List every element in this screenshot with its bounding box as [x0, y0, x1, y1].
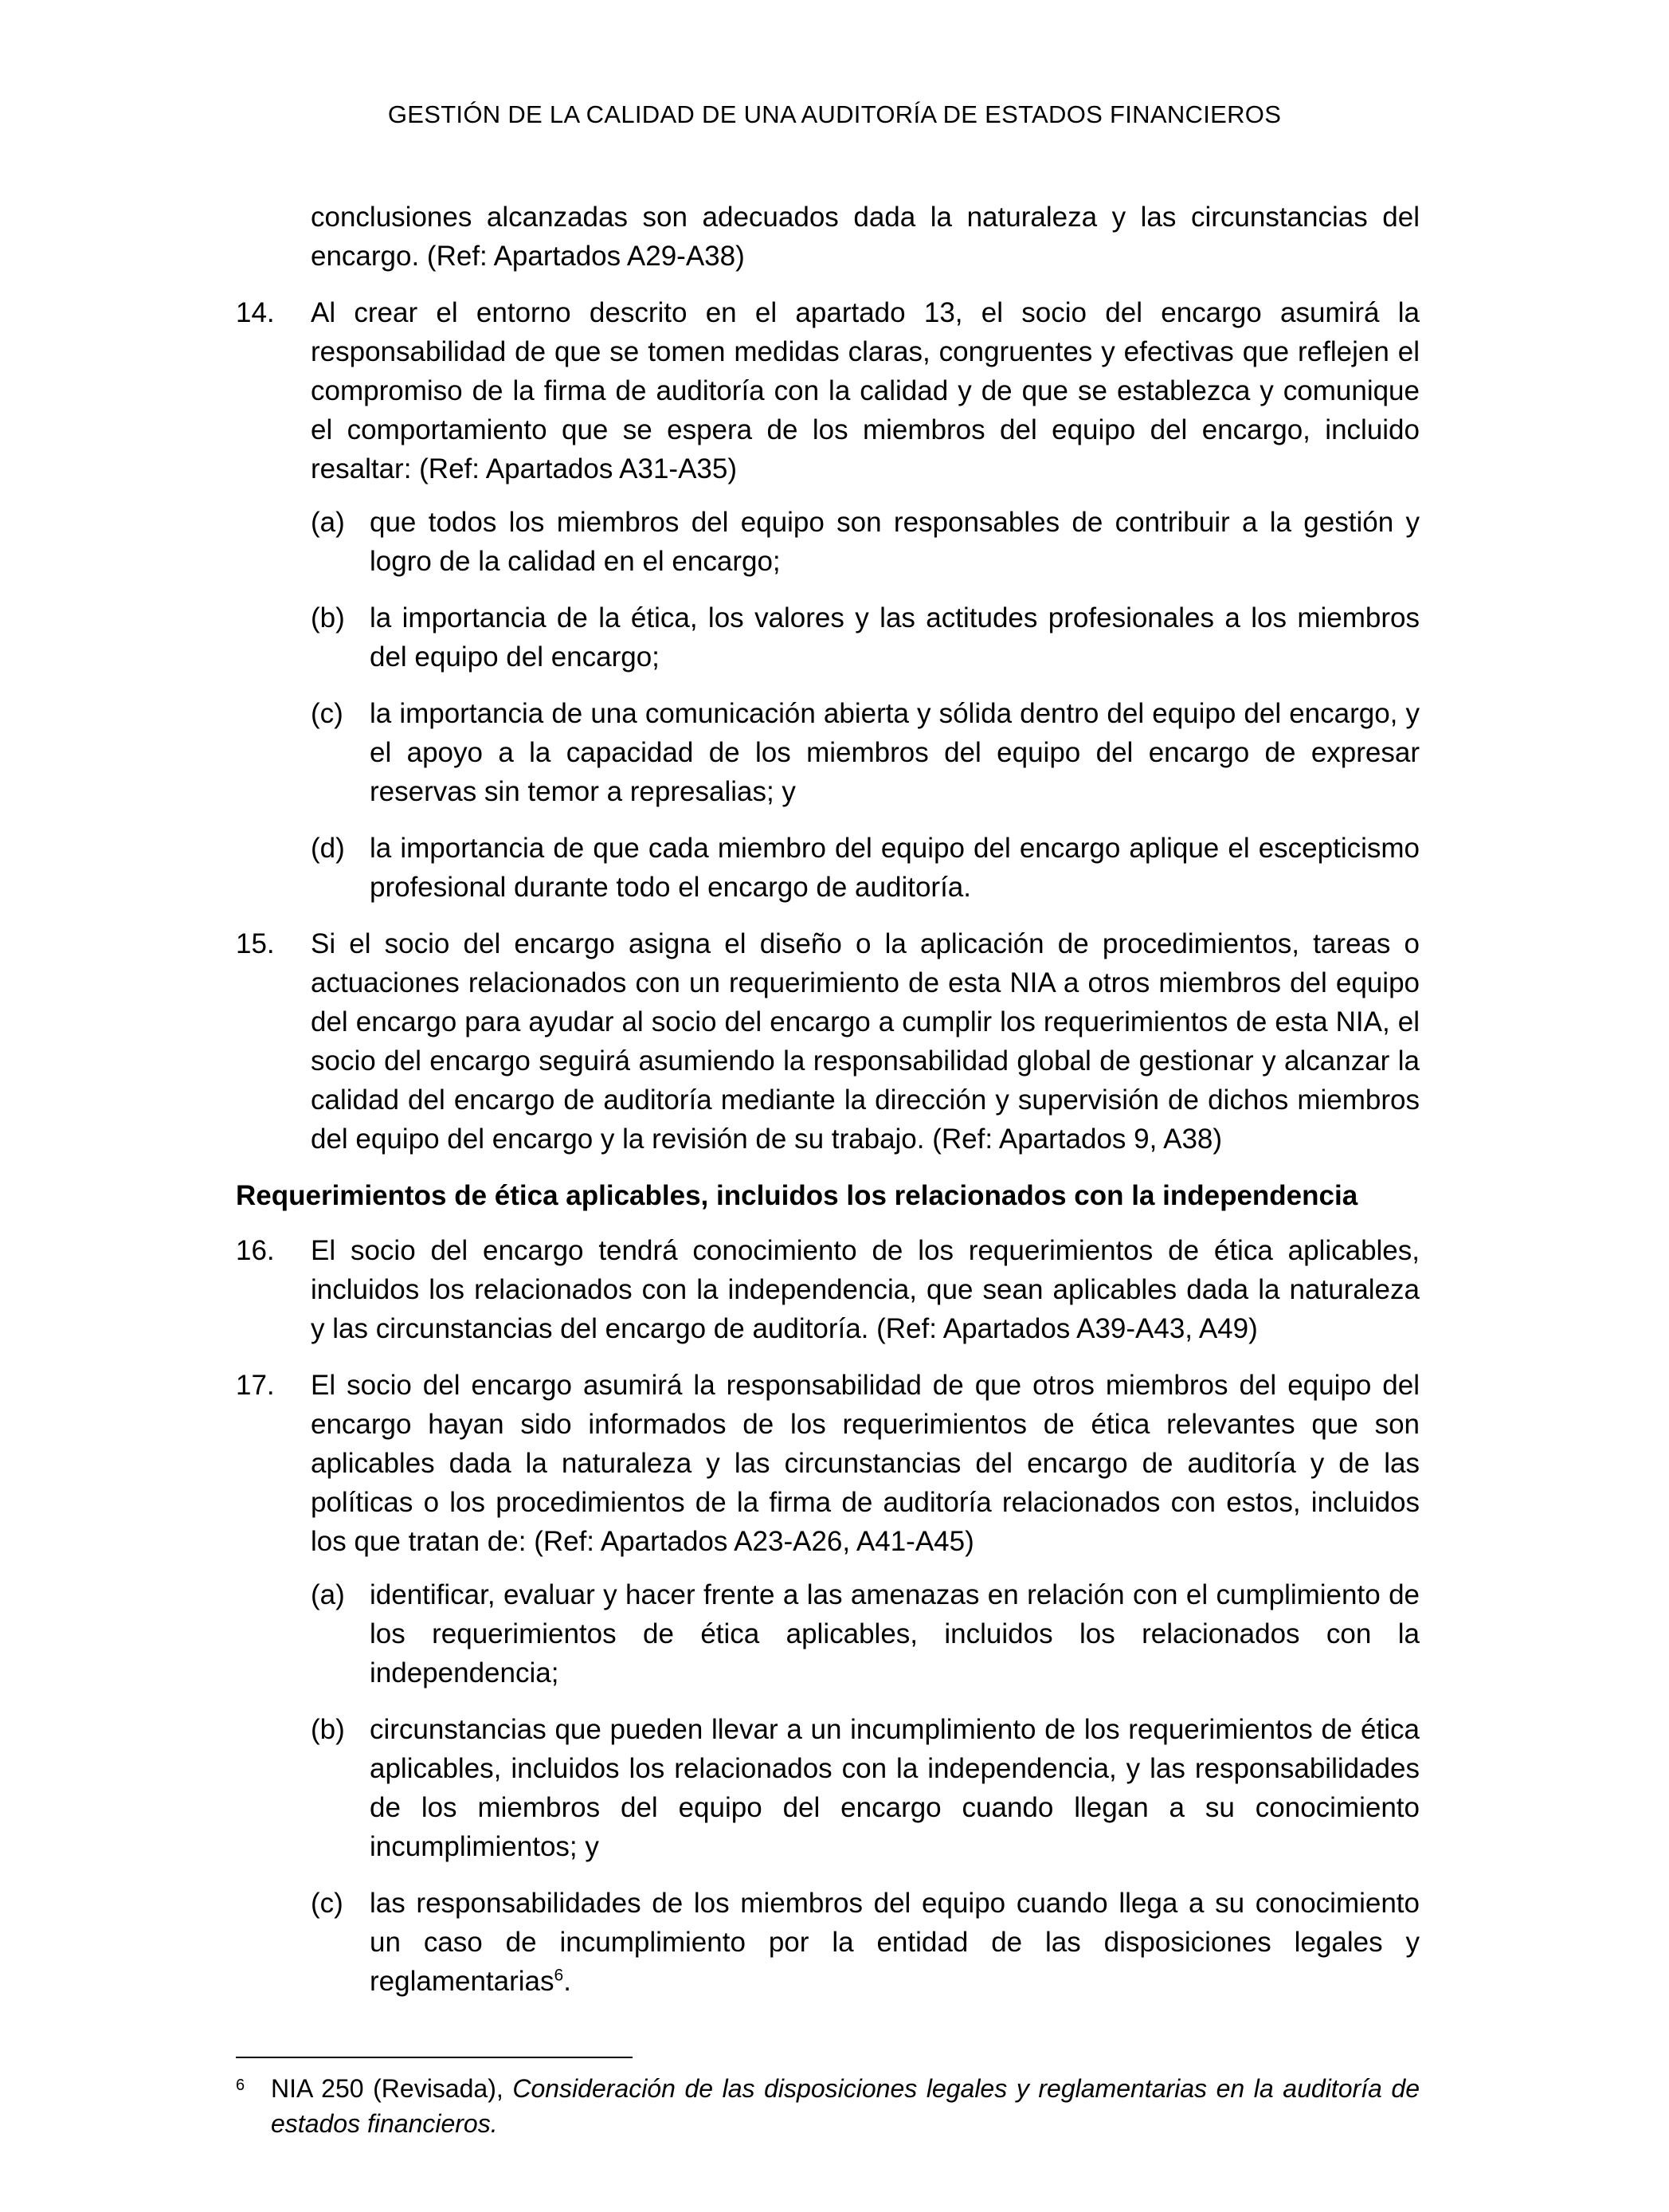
list-item-text: la importancia de que cada miembro del equipo del encargo aplique el escepticismo profesional durante todo el encargo de auditoría. — [370, 833, 1420, 903]
footnote-number: 6 — [236, 2077, 245, 2094]
footnote-separator — [236, 2057, 633, 2058]
paragraph-16 — [236, 1231, 1420, 1348]
section-heading: Requerimientos de ética aplicables, incluidos los relacionados con la independencia — [236, 1180, 1358, 1211]
footnote-reference[interactable]: 6 — [554, 1966, 564, 1985]
list-item-label: (c) — [311, 698, 343, 729]
running-header: GESTIÓN DE LA CALIDAD DE UNA AUDITORÍA DE ESTADOS FINANCIEROS — [387, 100, 1282, 128]
list-item — [311, 503, 1420, 581]
list-item — [311, 598, 1420, 677]
paragraph-14 — [236, 293, 1420, 488]
paragraph-number: 17. — [236, 1370, 275, 1401]
paragraph-17-list — [311, 1575, 1420, 2001]
paragraph-number: 16. — [236, 1235, 275, 1266]
list-item-text: la importancia de la ética, los valores y las actitudes profesionales a los miembros del equipo del encargo; — [370, 602, 1420, 673]
list-item-text: la importancia de una comunicación abierta y sólida dentro del equipo del encargo, y el apoyo a la capacidad de los miembros del equipo del encargo de expresar reservas sin temor a represalias; y — [370, 698, 1420, 807]
list-item-text: que todos los miembros del equipo son responsables de contribuir a la gestión y logro de la calidad en el encargo; — [370, 507, 1420, 577]
list-item — [311, 1575, 1420, 1692]
list-item — [311, 829, 1420, 907]
paragraph-text: Al crear el entorno descrito en el apartado 13, el socio del encargo asumirá la responsabilidad de que se tomen medidas claras, congruentes y efectivas que reflejen el compromiso de la firma de auditoría con la calidad y de que se establezca y comunique el comportamiento que se espera de los miembros del equipo del encargo, incluido resaltar: (Ref: Apartados A31-A35) — [311, 297, 1420, 484]
paragraph-text: El socio del encargo asumirá la responsabilidad de que otros miembros del equipo del encargo hayan sido informados de los requerimientos de ética relevantes que son aplicables dada la naturaleza y las circunstancias del encargo de auditoría y de las políticas o los procedimientos de la firma de auditoría relacionados con estos, incluidos los que tratan de: (Ref: Apartados A23-A26, A41-A45) — [311, 1370, 1420, 1557]
paragraph-14-list — [311, 503, 1420, 907]
list-item-text: identificar, evaluar y hacer frente a las amenazas en relación con el cumplimiento de los requerimientos de ética aplicables, incluidos los relacionados con la independencia; — [370, 1579, 1420, 1688]
list-item — [311, 1884, 1420, 2001]
footnote-title: Consideración de las disposiciones legales y reglamentarias en la auditoría de estados financieros. — [271, 2074, 1420, 2138]
document-body — [236, 198, 1420, 2018]
paragraph-text: El socio del encargo tendrá conocimiento de los requerimientos de ética aplicables, incluidos los relacionados con la independencia, que sean aplicables dada la naturaleza y las circunstancias del encargo de auditoría. (Ref: Apartados A39-A43, A49) — [311, 1235, 1420, 1344]
paragraph-number: 14. — [236, 297, 275, 328]
continuation-text: conclusiones alcanzadas son adecuados dada la naturaleza y las circunstancias del encargo. (Ref: Apartados A29-A38) — [311, 202, 1420, 272]
list-item-text: las responsabilidades de los miembros del equipo cuando llega a su conocimiento un caso de incumplimiento por la entidad de las disposiciones legales y reglamentarias — [370, 1888, 1420, 1997]
list-item-label: (c) — [311, 1888, 343, 1919]
list-item-label: (a) — [311, 507, 345, 538]
list-item-label: (d) — [311, 833, 345, 864]
list-item-label: (a) — [311, 1579, 345, 1610]
list-item-text: circunstancias que pueden llevar a un incumplimiento de los requerimientos de ética aplicables, incluidos los relacionados con la independencia, y las responsabilidades de los miembros del equipo del encargo cuando llegan a su conocimiento incumplimientos; y — [370, 1714, 1420, 1862]
list-item-label: (b) — [311, 1714, 345, 1745]
continuation-paragraph — [236, 198, 1420, 276]
list-item-end: . — [563, 1966, 571, 1997]
paragraph-15 — [236, 924, 1420, 1159]
paragraph-number: 15. — [236, 928, 275, 959]
paragraph-17 — [236, 1366, 1420, 1561]
list-item-label: (b) — [311, 602, 345, 633]
footnote — [236, 2071, 1420, 2141]
list-item — [311, 694, 1420, 811]
list-item — [311, 1710, 1420, 1866]
footnote-lead: NIA 250 (Revisada), — [271, 2074, 513, 2103]
paragraph-text: Si el socio del encargo asigna el diseño o la aplicación de procedimientos, tareas o actuaciones relacionados con un requerimiento de esta NIA a otros miembros del equipo del encargo para ayudar al socio del encargo a cumplir los requerimientos de esta NIA, el socio del encargo seguirá asumiendo la responsabilidad global de gestionar y alcanzar la calidad del encargo de auditoría mediante la dirección y supervisión de dichos miembros del equipo del encargo y la revisión de su trabajo. (Ref: Apartados 9, A38) — [311, 928, 1420, 1155]
